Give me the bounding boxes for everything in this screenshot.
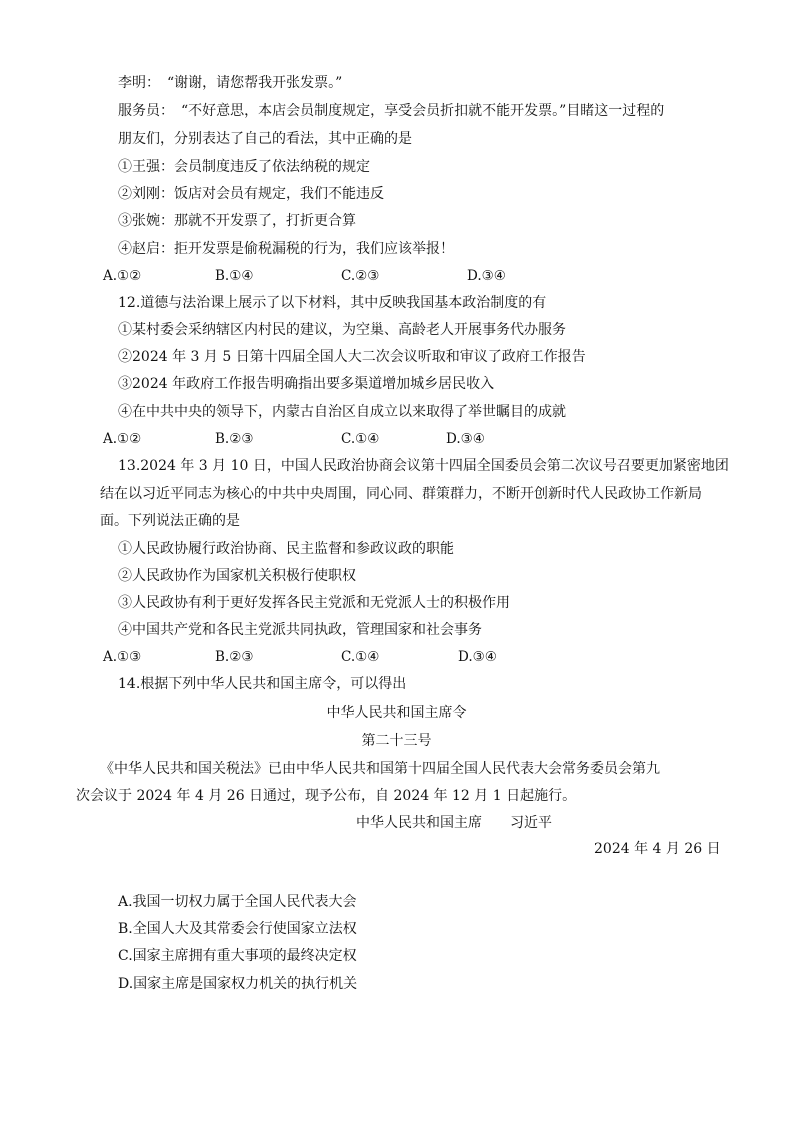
q13-item-3: ③人民政协有利于更好发挥各民主党派和无党派人士的积极作用	[118, 595, 510, 611]
q11-item-1: ①王强：会员制度违反了依法纳税的规定	[118, 159, 370, 175]
q13-option-b: B.②③	[215, 649, 254, 665]
q14-option-b: B.全国人大及其常委会行使国家立法权	[118, 921, 357, 937]
q13-option-d: D.③④	[458, 649, 497, 665]
q11-item-2: ②刘刚：饭店对会员有规定，我们不能违反	[118, 186, 384, 202]
q13-item-2: ②人民政协作为国家机关积极行使职权	[118, 568, 356, 584]
q11-item-3: ③张婉：那就不开发票了，打折更合算	[118, 213, 356, 229]
q13-item-1: ①人民政协履行政治协商、民主监督和参政议政的职能	[118, 541, 454, 557]
q12-item-4: ④在中共中央的领导下，内蒙古自治区自成立以来取得了举世瞩目的成就	[118, 404, 566, 420]
q12-item-2: ②2024 年 3 月 5 日第十四届全国人大二次会议听取和审议了政府工作报告	[118, 349, 586, 365]
q11-option-d: D.③④	[467, 268, 506, 284]
q12-option-c: C.①④	[341, 431, 380, 447]
dialogue-li-ming: 李明： “谢谢，请您帮我开张发票。”	[118, 75, 343, 91]
q12-option-b: B.②③	[215, 431, 254, 447]
q12-item-1: ①某村委会采纳辖区内村民的建议，为空巢、高龄老人开展事务代办服务	[118, 322, 566, 338]
q13-stem-line-2: 结在以习近平同志为核心的中共中央周围，同心同、群策群力，不断开创新时代人民政协工作新局	[100, 486, 702, 502]
q12-stem: 12.道德与法治课上展示了以下材料，其中反映我国基本政治制度的有	[118, 295, 547, 311]
q12-option-d: D.③④	[446, 431, 485, 447]
dialogue-waiter-line-1: 服务员： “不好意思，本店会员制度规定，享受会员折扣就不能开发票。”目睹这一过程的	[118, 103, 665, 119]
q14-stem: 14.根据下列中华人民共和国主席令，可以得出	[118, 676, 407, 692]
order-number: 第二十三号	[361, 733, 432, 749]
order-body-line-1: 《中华人民共和国关税法》已由中华人民共和国第十四届全国人民代表大会常务委员会第九	[100, 761, 660, 777]
q14-option-a: A.我国一切权力属于全国人民代表大会	[118, 894, 357, 910]
order-title: 中华人民共和国主席令	[326, 705, 467, 721]
q11-options	[103, 266, 703, 286]
q12-option-a: A.①②	[103, 431, 142, 447]
q13-stem-line-3: 面。下列说法正确的是	[100, 513, 240, 529]
q12-options	[103, 429, 703, 449]
q11-option-c: C.②③	[341, 268, 380, 284]
q13-option-a: A.①③	[103, 649, 142, 665]
q13-stem-line-1: 13.2024 年 3 月 10 日，中国人民政治协商会议第十四届全国委员会第二次议号召要更加紧密地团	[118, 458, 729, 474]
order-body-line-2: 次会议于 2024 年 4 月 26 日通过，现予公布，自 2024 年 12 月 1 日起施行。	[76, 788, 577, 804]
q14-option-d: D.国家主席是国家权力机关的执行机关	[118, 976, 358, 992]
q14-option-c: C.国家主席拥有重大事项的最终决定权	[118, 948, 357, 964]
q11-item-4: ④赵启：拒开发票是偷税漏税的行为，我们应该举报！	[118, 241, 454, 257]
q12-item-3: ③2024 年政府工作报告明确指出要多渠道增加城乡居民收入	[118, 376, 495, 392]
q11-option-b: B.①④	[215, 268, 254, 284]
dialogue-waiter-line-2: 朋友们，分别表达了自己的看法，其中正确的是	[118, 131, 412, 147]
q13-item-4: ④中国共产党和各民主党派共同执政，管理国家和社会事务	[118, 622, 482, 638]
order-date: 2024 年 4 月 26 日	[594, 841, 721, 857]
q13-options	[103, 647, 703, 667]
order-signer: 中华人民共和国主席 习近平	[356, 815, 552, 831]
q11-option-a: A.①②	[103, 268, 142, 284]
q13-option-c: C.①④	[341, 649, 380, 665]
